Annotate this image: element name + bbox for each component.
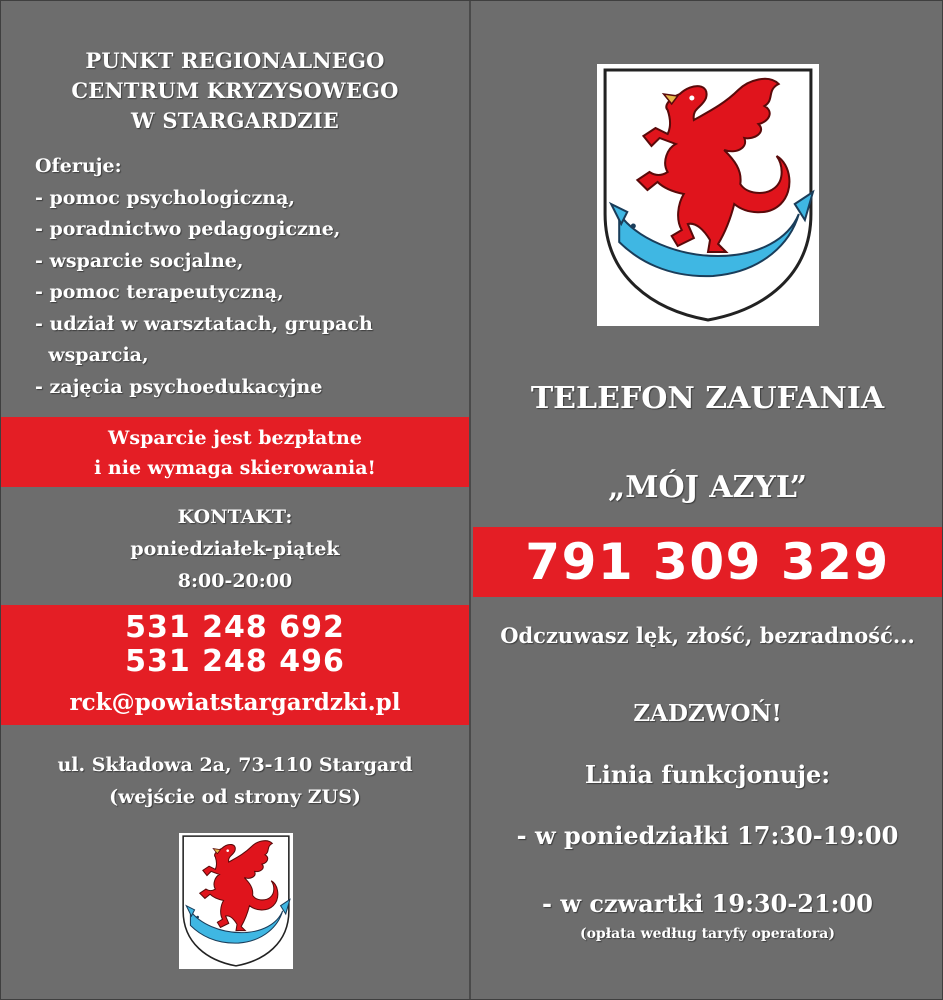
offer-list (35, 151, 449, 403)
offer-item: - pomoc psychologiczną, (35, 186, 295, 209)
helpline-number[interactable]: 791 309 329 (525, 533, 890, 591)
offer-item: - zajęcia psychoedukacyjne (35, 375, 323, 398)
contact-hours: 8:00-20:00 (177, 570, 293, 592)
address-entrance: (wejście od strony ZUS) (109, 786, 361, 808)
offer-item: - pomoc terapeutyczną, (35, 281, 284, 303)
free-support-line-2: i nie wymaga skierowania! (94, 457, 376, 479)
email-link[interactable]: rck@powiatstargardzki.pl (69, 689, 401, 716)
helpline-name: „MÓJ AZYL” (608, 470, 807, 505)
free-support-banner (1, 417, 469, 487)
center-title (1, 46, 469, 136)
thursday-hours: - w czwartki 19:30-21:00 (542, 889, 873, 918)
monday-hours: - w poniedziałki 17:30-19:00 (516, 821, 899, 850)
center-title-line-3: W STARGARDZIE (131, 108, 339, 133)
contact-heading: KONTAKT: (177, 506, 293, 528)
phone-number-1[interactable]: 531 248 692 (125, 610, 345, 645)
helpline-number-banner (473, 527, 942, 597)
center-title-line-1: PUNKT REGIONALNEGO (85, 48, 385, 73)
crest-large-icon (597, 64, 819, 326)
center-title-line-2: CENTRUM KRYZYSOWEGO (71, 78, 399, 103)
crisis-center-panel (1, 1, 471, 999)
crest-small-icon (179, 833, 293, 969)
offer-heading: Oferuje: (35, 155, 122, 177)
offer-item: wsparcia, (35, 344, 149, 366)
free-support-line-1: Wsparcie jest bezpłatne (108, 427, 362, 449)
contact-block (1, 501, 469, 597)
offer-item: - udział w warsztatach, grupach (35, 312, 373, 335)
phones-banner (1, 605, 469, 725)
feelings-text: Odczuwasz lęk, złość, bezradność... (500, 623, 915, 648)
offer-item: - wsparcie socjalne, (35, 249, 244, 272)
offer-item: - poradnictwo pedagogiczne, (35, 218, 341, 240)
line-hours-heading: Linia funkcjonuje: (584, 760, 831, 789)
contact-days: poniedziałek-piątek (130, 538, 340, 560)
call-text: ZADZWOŃ! (633, 700, 782, 727)
address-street: ul. Składowa 2a, 73-110 Stargard (57, 754, 413, 776)
helpline-panel (473, 1, 942, 999)
phone-number-2[interactable]: 531 248 496 (125, 644, 345, 679)
helpline-heading: TELEFON ZAUFANIA (530, 381, 885, 416)
address-block (1, 749, 469, 813)
fee-note: (opłata według taryfy operatora) (579, 926, 836, 942)
